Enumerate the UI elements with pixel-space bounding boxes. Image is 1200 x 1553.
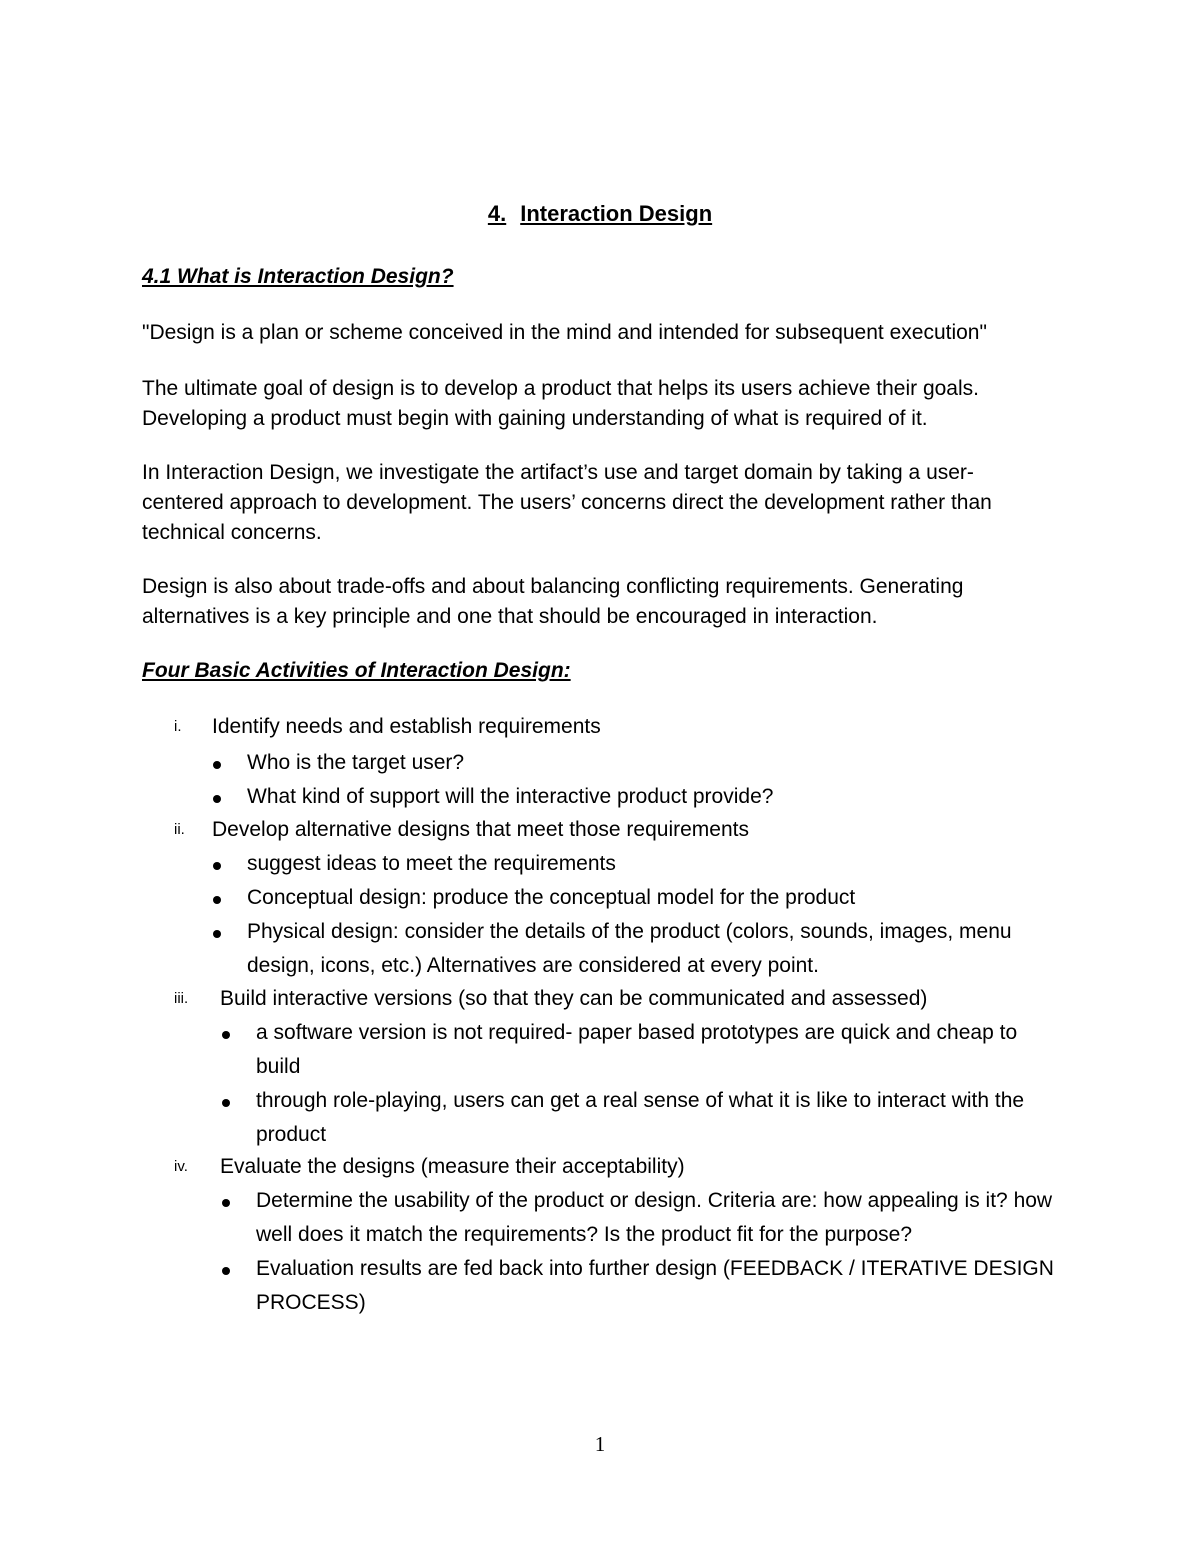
bullet-text: Evaluation results are fed back into further design (FEEDBACK / ITERATIVE DESIGN PROCESS): [256, 1257, 1054, 1314]
bullet-icon: [213, 761, 221, 769]
bullet-text: Who is the target user?: [247, 751, 465, 774]
bullet-icon: [213, 862, 221, 870]
activity-text: Evaluate the designs (measure their acceptability): [220, 1155, 685, 1178]
bullet-text: a software version is not required- paper based prototypes are quick and cheap to build: [256, 1021, 1018, 1078]
bullet-text: Determine the usability of the product or design. Criteria are: how appealing is it? how well does it match the requirements? Is the product fit for the purpose?: [256, 1189, 1053, 1246]
bullet-icon: [222, 1099, 230, 1107]
bullet-text: suggest ideas to meet the requirements: [247, 852, 616, 875]
activities-heading: Four Basic Activities of Interaction Design:: [142, 659, 571, 682]
activity-text: Build interactive versions (so that they can be communicated and assessed): [220, 987, 928, 1010]
bullet-text: through role-playing, users can get a real sense of what it is like to interact with the product: [256, 1089, 1025, 1146]
paragraph-goal: The ultimate goal of design is to develop a product that helps its users achieve their goals. Developing a product must begin with gaining understanding of what is required of it.: [142, 377, 979, 430]
bullet-icon: [213, 930, 221, 938]
title-text: Interaction Design: [520, 201, 713, 226]
paragraph-user-centered: In Interaction Design, we investigate the artifact’s use and target domain by taking a user-centered approach to development. The users’ concerns direct the development rather than technical concerns.: [142, 461, 992, 544]
bullet-text: Physical design: consider the details of the product (colors, sounds, images, menu design, icons, etc.) Alternatives are considered at every point.: [247, 920, 1012, 977]
paragraph-definition: "Design is a plan or scheme conceived in the mind and intended for subsequent execution": [142, 321, 987, 344]
activity-numeral: iv.: [174, 1158, 188, 1175]
title-number: 4.: [487, 201, 507, 226]
activity-text: Develop alternative designs that meet those requirements: [212, 818, 749, 841]
activity-numeral: iii.: [174, 990, 189, 1007]
activity-numeral: i.: [174, 718, 182, 735]
paragraph-tradeoffs: Design is also about trade-offs and about balancing conflicting requirements. Generating alternatives is a key principle and one that should be encouraged in interaction.: [142, 575, 964, 628]
bullet-icon: [213, 896, 221, 904]
bullet-icon: [213, 795, 221, 803]
activity-text: Identify needs and establish requirements: [212, 715, 601, 738]
bullet-icon: [222, 1267, 230, 1275]
section-heading: 4.1 What is Interaction Design?: [142, 265, 454, 288]
bullet-icon: [222, 1031, 230, 1039]
bullet-icon: [222, 1199, 230, 1207]
activity-numeral: ii.: [174, 821, 185, 838]
page-number: 1: [594, 1432, 606, 1456]
bullet-text: What kind of support will the interactive product provide?: [247, 785, 774, 808]
page-title: [0, 199, 1200, 229]
bullet-text: Conceptual design: produce the conceptual model for the product: [247, 886, 856, 909]
